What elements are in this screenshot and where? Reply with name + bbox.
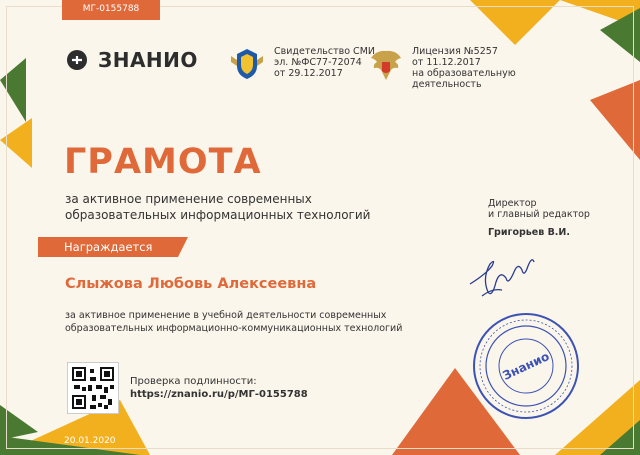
recipient-name: Слыжова Любовь Алексеевна	[65, 276, 317, 292]
qr-code-graphic	[68, 363, 118, 413]
media-cert-line1: Свидетельство СМИ	[274, 46, 375, 57]
logo-text: ЗНАНИО	[98, 48, 198, 72]
description-line1: за активное применение в учебной деятельности современных	[65, 310, 387, 321]
description	[65, 309, 402, 335]
director-title	[488, 198, 590, 220]
subtitle-line1: за активное применение современных	[65, 192, 312, 206]
media-certificate	[228, 46, 375, 82]
emblem-icon	[228, 46, 266, 82]
director-name: Григорьев В.И.	[488, 227, 570, 238]
qr-code-icon[interactable]	[67, 362, 119, 414]
znanio-logo-icon	[66, 49, 92, 71]
eagle-emblem-icon	[368, 46, 404, 84]
awarded-label: Награждается	[64, 240, 153, 254]
license-line2: от 11.12.2017	[412, 57, 481, 68]
issue-date: 20.01.2020	[64, 436, 116, 446]
signature-icon	[462, 248, 552, 308]
director-line2: и главный редактор	[488, 209, 590, 220]
subtitle	[65, 191, 370, 223]
license-block	[368, 46, 516, 90]
stamp-seal-icon	[470, 310, 582, 422]
director-line1: Директор	[488, 198, 537, 209]
license-line1: Лицензия №5257	[412, 46, 498, 57]
license-line4: деятельность	[412, 79, 482, 90]
description-line2: образовательных информационно-коммуникационных технологий	[65, 323, 403, 334]
verification-label: Проверка подлинности:	[130, 376, 257, 387]
verification	[130, 375, 308, 401]
license-line3: на образовательную	[412, 68, 516, 79]
page-title: ГРАМОТА	[64, 142, 262, 182]
stamp-text: Знанио	[500, 349, 552, 383]
media-cert-line2: эл. №ФС77-72074	[274, 57, 362, 68]
media-cert-line3: от 29.12.2017	[274, 68, 343, 79]
verification-link[interactable]: https://znanio.ru/p/МГ-0155788	[130, 389, 308, 400]
serial-number: МГ-0155788	[62, 0, 160, 20]
subtitle-line2: образовательных информационных технологий	[65, 208, 371, 222]
znanio-logo[interactable]	[66, 48, 198, 72]
